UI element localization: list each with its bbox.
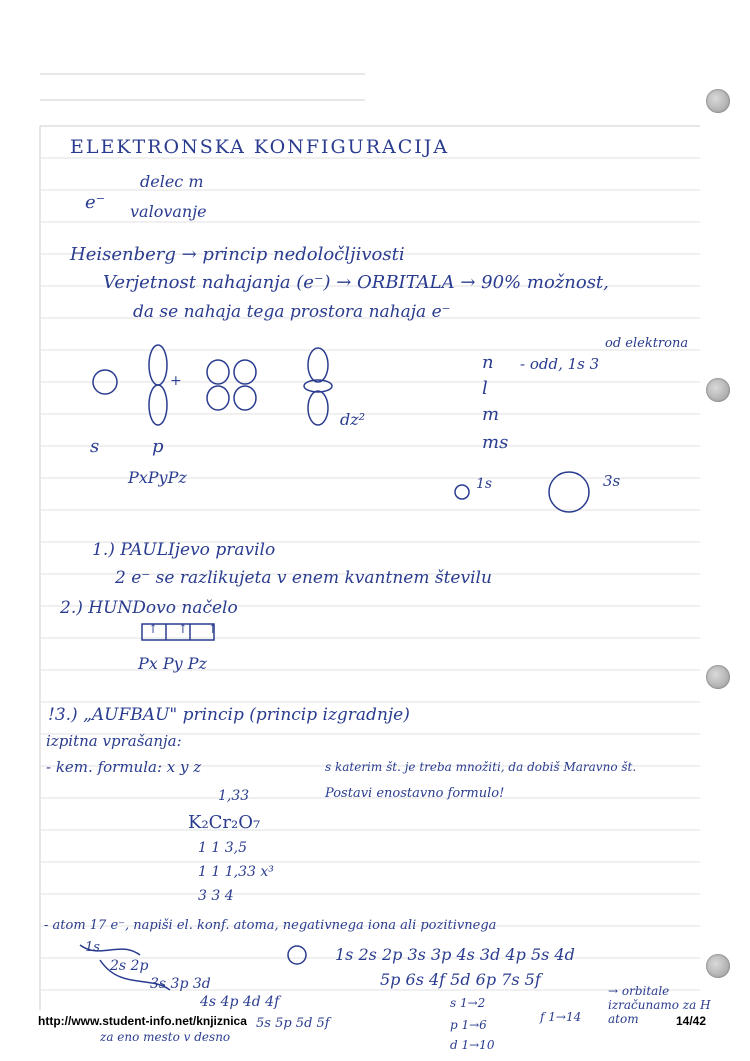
pauli-rule: 1.) PAULIjevo pravilo xyxy=(92,540,276,560)
aufbau-diagram-1: 1s xyxy=(85,940,100,955)
aufbau-diagram-5: 5s 5p 5d 5f xyxy=(256,1016,330,1031)
formula-k2cr2o7: K₂Cr₂O₇ xyxy=(188,812,261,833)
p-range: p 1→6 xyxy=(450,1018,487,1032)
s-range: s 1→2 xyxy=(450,996,486,1010)
hund-arrows: ↑ ↑ ↑ xyxy=(148,622,226,636)
probability-line-2: da se nahaja tega prostora nahaja e⁻ xyxy=(133,302,451,322)
atom-question: - atom 17 e⁻, napiši el. konf. atoma, negativnega iona ali pozitivnega xyxy=(44,918,497,933)
quantum-n: n xyxy=(482,352,494,373)
f-range: f 1→14 xyxy=(540,1010,582,1024)
binder-hole xyxy=(706,89,730,113)
aufbau-diagram-3: 3s 3p 3d xyxy=(150,976,211,992)
orbital-3s-label: 3s xyxy=(603,472,621,490)
pauli-description: 2 e⁻ se razlikujeta v enem kvantnem številu xyxy=(115,568,492,588)
config-line-1: 1s 2s 2p 3s 3p 4s 3d 4p 5s 4d xyxy=(335,945,575,964)
footer-page-number: 14/42 xyxy=(676,1014,707,1028)
config-line-2: 5p 6s 4f 5d 6p 7s 5f xyxy=(380,970,541,989)
heisenberg-line: Heisenberg → princip nedoločljivosti xyxy=(70,244,405,265)
dz2-label: dz² xyxy=(340,410,366,429)
binder-hole xyxy=(706,665,730,689)
orbitale-note: → orbitale izračunamo za H atom xyxy=(608,984,711,1026)
plus-label: + xyxy=(170,373,182,389)
hund-rule: 2.) HUNDovo načelo xyxy=(60,598,238,618)
probability-line: Verjetnost nahajanja (e⁻) → ORBITALA → 90% možnost, xyxy=(103,272,609,293)
d-range: d 1→10 xyxy=(450,1038,495,1052)
exam-questions: izpitna vprašanja: xyxy=(46,732,182,750)
quantum-n-note: - odd, 1s 3 xyxy=(520,355,600,373)
aufbau-diagram-2: 2s 2p xyxy=(110,958,149,974)
electron-symbol: e⁻ xyxy=(85,192,106,213)
orbital-1s-label: 1s xyxy=(476,476,493,492)
aufbau-diagram-4: 4s 4p 4d 4f xyxy=(200,994,280,1010)
aufbau-principle: !3.) „AUFBAU" princip (princip izgradnje) xyxy=(48,705,410,725)
binder-hole xyxy=(706,378,730,402)
quantum-ms: ms xyxy=(482,432,509,453)
hund-labels: Px Py Pz xyxy=(138,654,207,673)
right-note-1: s katerim št. je treba množiti, da dobiš Maravno št. xyxy=(325,760,637,774)
coefficient: 1,33 xyxy=(218,788,250,804)
ratio-row-1: 1 1 3,5 xyxy=(198,840,247,856)
quantum-l: l xyxy=(482,378,488,399)
quantum-m: m xyxy=(482,404,500,425)
pxpypz-label: PxPyPz xyxy=(128,468,187,487)
binder-hole xyxy=(706,954,730,978)
electron-branch-wave: valovanje xyxy=(130,202,207,221)
footer-url[interactable]: http://www.student-info.net/knjiznica xyxy=(38,1014,247,1028)
chem-formula-line: - kem. formula: x y z xyxy=(46,758,202,776)
page-title: ELEKTRONSKA KONFIGURACIJA xyxy=(70,136,450,158)
ratio-row-2: 1 1 1,33 x³ xyxy=(198,864,274,880)
aufbau-diagram-note: za eno mesto v desno xyxy=(100,1030,231,1044)
quantum-n-superscript: od elektrona xyxy=(605,336,689,351)
electron-branch-particle: delec m xyxy=(140,172,204,191)
p-label: p xyxy=(152,436,164,457)
right-note-2: Postavi enostavno formulo! xyxy=(325,786,505,801)
ratio-row-3: 3 3 4 xyxy=(198,888,234,904)
s-label: s xyxy=(90,436,100,457)
